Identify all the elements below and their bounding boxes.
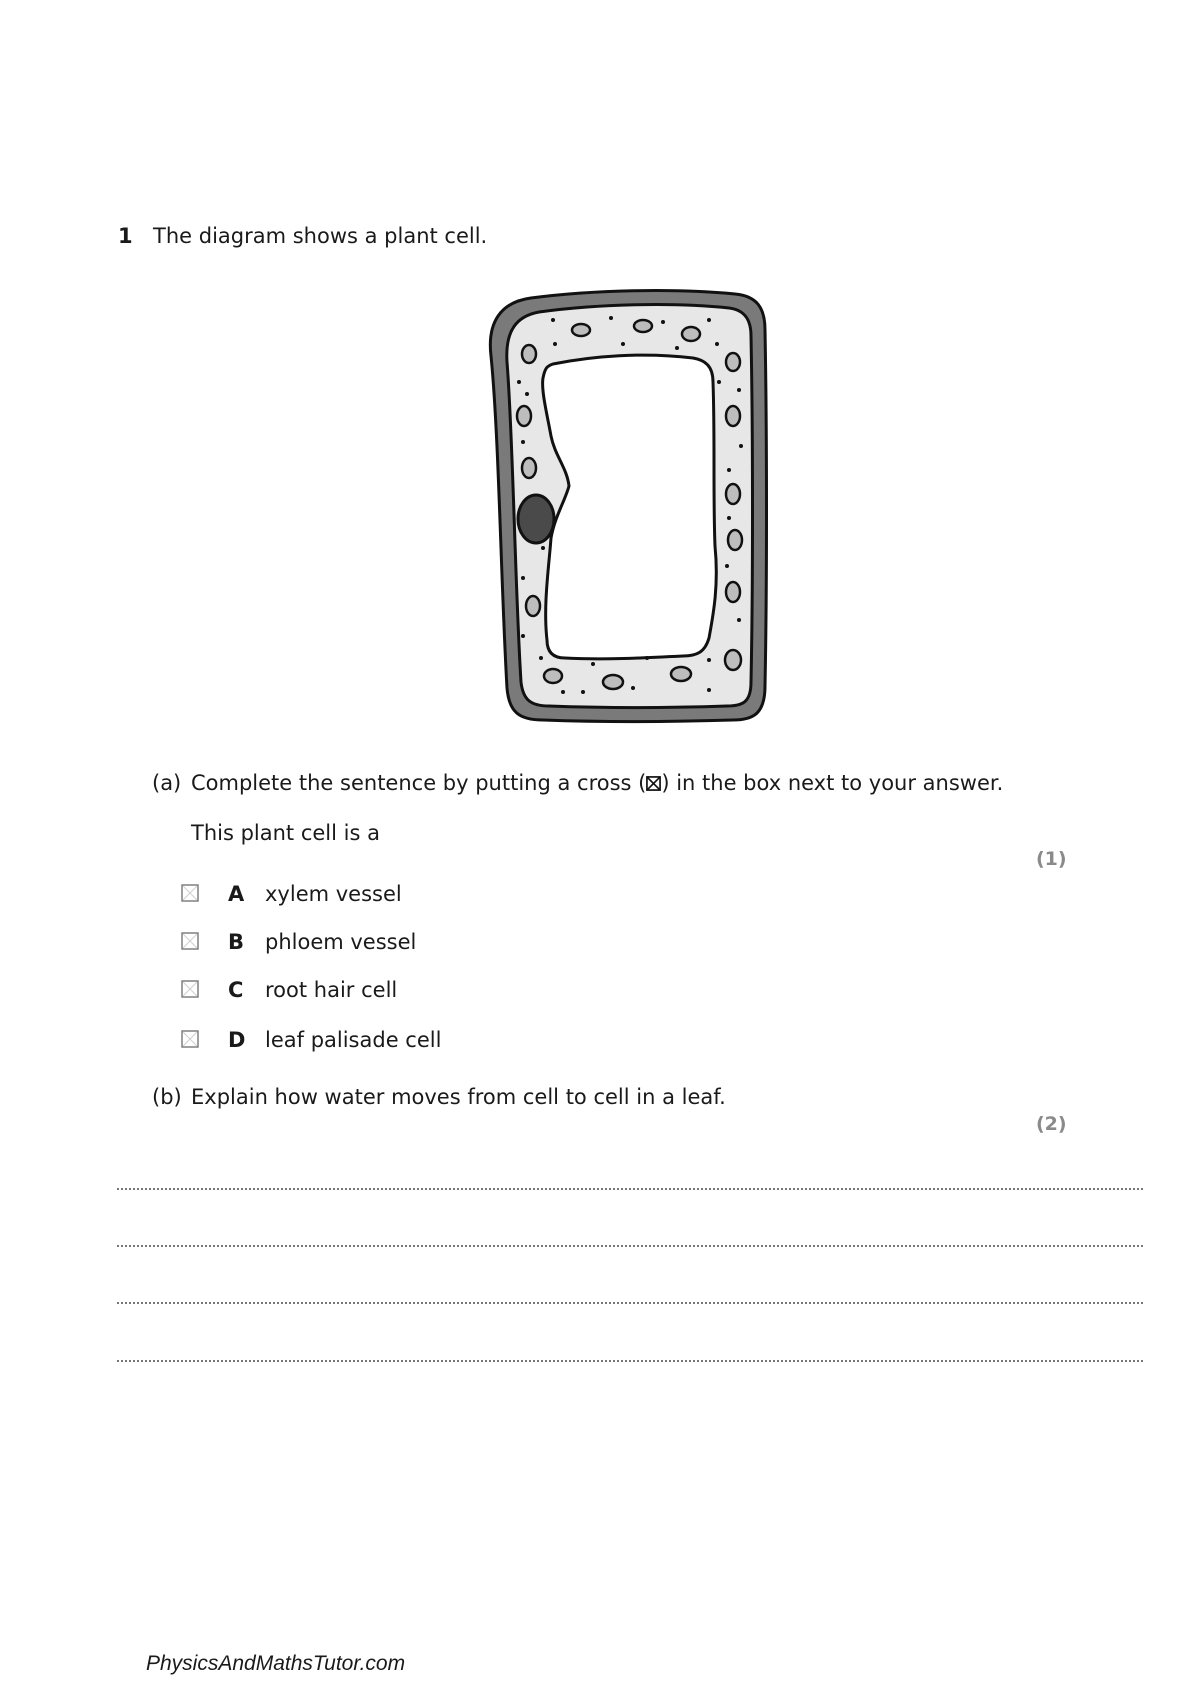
- cytoplasm-granule: [581, 690, 585, 694]
- question-number: 1: [118, 224, 133, 248]
- part-a-instruction: [191, 771, 1003, 795]
- crossed-box-icon: [646, 776, 661, 791]
- option-letter-a: A: [228, 882, 245, 906]
- option-letter-b: B: [228, 930, 245, 954]
- cytoplasm-granule: [739, 444, 743, 448]
- answer-line[interactable]: [117, 1188, 1143, 1190]
- cytoplasm-granule: [727, 468, 731, 472]
- question-text: The diagram shows a plant cell.: [153, 224, 488, 248]
- answer-checkbox-d[interactable]: [181, 1030, 199, 1048]
- chloroplast: [522, 345, 536, 363]
- part-b-label: (b): [152, 1085, 182, 1109]
- cytoplasm-granule: [707, 688, 711, 692]
- chloroplast: [634, 320, 652, 332]
- chloroplast: [603, 675, 623, 689]
- instruction-text-after: ) in the box next to your answer.: [661, 771, 1004, 795]
- option-letter-d: D: [228, 1028, 246, 1052]
- cytoplasm-granule: [525, 392, 529, 396]
- cytoplasm-granule: [737, 388, 741, 392]
- chloroplast: [726, 353, 740, 371]
- cytoplasm-granule: [609, 316, 613, 320]
- cytoplasm-granule: [521, 440, 525, 444]
- cytoplasm-granule: [517, 380, 521, 384]
- cytoplasm-granule: [631, 686, 635, 690]
- cytoplasm-granule: [675, 346, 679, 350]
- cytoplasm-granule: [541, 546, 545, 550]
- cytoplasm-granule: [521, 634, 525, 638]
- cytoplasm-granule: [551, 318, 555, 322]
- option-text-b: phloem vessel: [265, 930, 417, 954]
- cytoplasm-granule: [715, 342, 719, 346]
- cytoplasm-granule: [645, 656, 649, 660]
- chloroplast: [522, 458, 536, 478]
- chloroplast: [726, 484, 740, 504]
- option-text-d: leaf palisade cell: [265, 1028, 442, 1052]
- chloroplast: [682, 327, 700, 341]
- cytoplasm-granule: [661, 320, 665, 324]
- chloroplast: [726, 406, 740, 426]
- cytoplasm-granule: [737, 618, 741, 622]
- chloroplast: [725, 650, 741, 670]
- cytoplasm-granule: [591, 662, 595, 666]
- part-b-marks: (2): [1036, 1113, 1067, 1135]
- answer-checkbox-a[interactable]: [181, 884, 199, 902]
- answer-line[interactable]: [117, 1245, 1143, 1247]
- chloroplast: [671, 667, 691, 681]
- cytoplasm-granule: [717, 380, 721, 384]
- part-a-label: (a): [152, 771, 182, 795]
- plant-cell-diagram: [483, 286, 783, 728]
- chloroplast: [517, 406, 531, 426]
- instruction-text-before: Complete the sentence by putting a cross (: [191, 771, 647, 795]
- cytoplasm-granule: [521, 576, 525, 580]
- cytoplasm-granule: [707, 318, 711, 322]
- chloroplast: [726, 582, 740, 602]
- answer-checkbox-b[interactable]: [181, 932, 199, 950]
- answer-line[interactable]: [117, 1302, 1143, 1304]
- part-a-marks: (1): [1036, 848, 1067, 870]
- part-b-text: Explain how water moves from cell to cell in a leaf.: [191, 1085, 726, 1109]
- option-text-a: xylem vessel: [265, 882, 402, 906]
- chloroplast: [572, 324, 590, 336]
- footer-site-name: PhysicsAndMathsTutor.com: [146, 1652, 406, 1675]
- cytoplasm-granule: [539, 656, 543, 660]
- cytoplasm-granule: [725, 564, 729, 568]
- option-text-c: root hair cell: [265, 978, 398, 1002]
- option-letter-c: C: [228, 978, 244, 1002]
- cytoplasm-granule: [707, 658, 711, 662]
- nucleus: [518, 495, 554, 543]
- cytoplasm-granule: [553, 342, 557, 346]
- part-a-stem: This plant cell is a: [191, 821, 380, 845]
- cytoplasm-granule: [561, 690, 565, 694]
- cytoplasm-granule: [621, 342, 625, 346]
- answer-checkbox-c[interactable]: [181, 980, 199, 998]
- cytoplasm-granule: [727, 516, 731, 520]
- chloroplast: [544, 669, 562, 683]
- answer-line[interactable]: [117, 1360, 1143, 1362]
- vacuole: [543, 355, 717, 659]
- chloroplast: [728, 530, 742, 550]
- chloroplast: [526, 596, 540, 616]
